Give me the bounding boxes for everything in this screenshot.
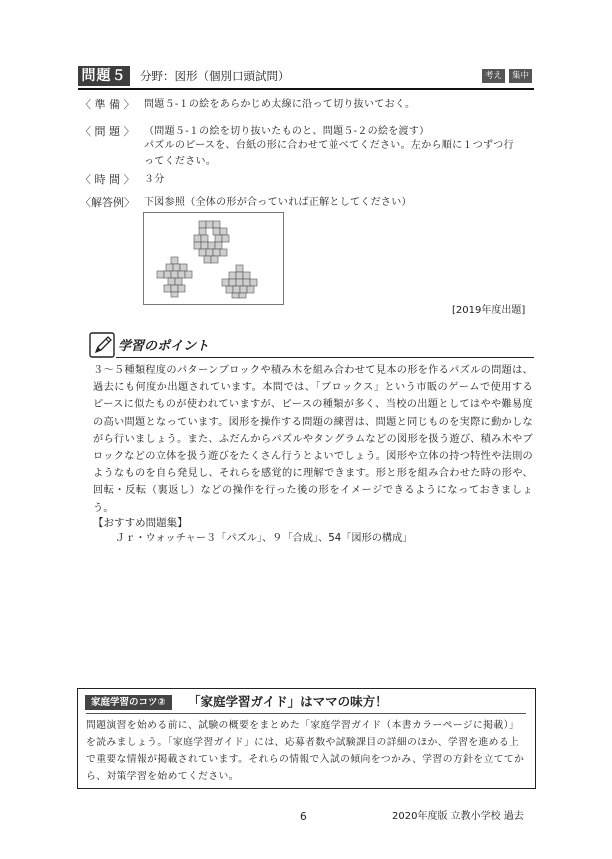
row-text-preparation: 問題５-１の絵をあらかじめ太線に沿って切り抜いておく。: [144, 99, 416, 110]
home-study-tips-box: [77, 688, 536, 789]
learning-point-underline: [116, 357, 534, 358]
problem-header: [78, 66, 534, 90]
problem-number-tag: 問題５: [78, 66, 130, 86]
row-text-question-note: （問題５-１の絵を切り抜いたものと、問題５-２の絵を渡す）: [144, 126, 430, 137]
tips-title: 「家庭学習ガイド」はママの味方！: [188, 694, 388, 709]
field-label: 分野：図形（個別口頭試問）: [140, 69, 290, 83]
puzzle-shapes-illustration: [144, 213, 283, 304]
page-number: 6: [300, 811, 307, 823]
tips-label: 家庭学習のコツ②: [85, 695, 172, 710]
badge-think: 考え: [482, 69, 505, 83]
row-label-question: 〈 問 題 〉: [80, 125, 135, 138]
learning-point-body: ３～５種類程度のパターンブロックや積み木を組み合わせて見本の形を作るパズルの問題は、過去にも何度か出題されています。本問では、「ブロックス」という市販のゲームで使用するピースに似たものが使われていますが、ピースの種類が多く、当校の出題としてはやや難易度の高い問題となっています。図形を操作する問題の練習は、問題と同じものを実際に動かしながら行いましょう。また、ふだんからパズルやタングラムなどの図形を扱う遊び、積み木やブロックなどの立体を扱う遊びをたくさん行うとよいでしょう。図形や立体の持つ特性や法則のようなものを自ら発見し、それらを感覚的に理解できます。形と形を組み合わせた時の形や、回転・反転（裏返し）などの操作を行った後の形をイメージできるようになっておきましょう。: [93, 365, 533, 514]
row-text-question: パズルのピースを、台紙の形に合わせて並べてください。左から順に１つずつ行ってください。: [144, 140, 514, 167]
answer-example-figure: [143, 212, 284, 305]
recommended-books-list: Ｊｒ・ウォッチャー３「パズル」、９「合成」、54「図形の構成」: [115, 533, 413, 544]
row-text-time: ３分: [144, 174, 165, 185]
year-tag: [2019年度出題]: [452, 305, 526, 316]
badge-focus: 集中: [509, 69, 532, 83]
row-label-answer: 〈解答例〉: [80, 196, 135, 209]
pencil-icon: [89, 331, 117, 359]
tips-divider: [86, 713, 526, 714]
row-label-preparation: 〈 準 備 〉: [80, 98, 135, 111]
recommended-books-title: 【おすすめ問題集】: [93, 517, 188, 529]
footer-book-title: 2020年度版 立教小学校 過去: [392, 811, 524, 822]
row-text-answer: 下図参照（全体の形が合っていれば正解としてください）: [144, 197, 412, 208]
row-label-time: 〈 時 間 〉: [80, 173, 135, 186]
tips-body: 問題演習を始める前に、試験の概要をまとめた「家庭学習ガイド（本書カラーページに掲載）」を読みましょう。「家庭学習ガイド」には、応募者数や試験課目の詳細のほか、学習を進める上で重要な情報が掲載されています。それらの情報で入試の傾向をつかみ、学習の方針を立ててから、対策学習を始めてください。: [86, 720, 525, 782]
learning-point-title: 学習のポイント: [118, 339, 210, 354]
